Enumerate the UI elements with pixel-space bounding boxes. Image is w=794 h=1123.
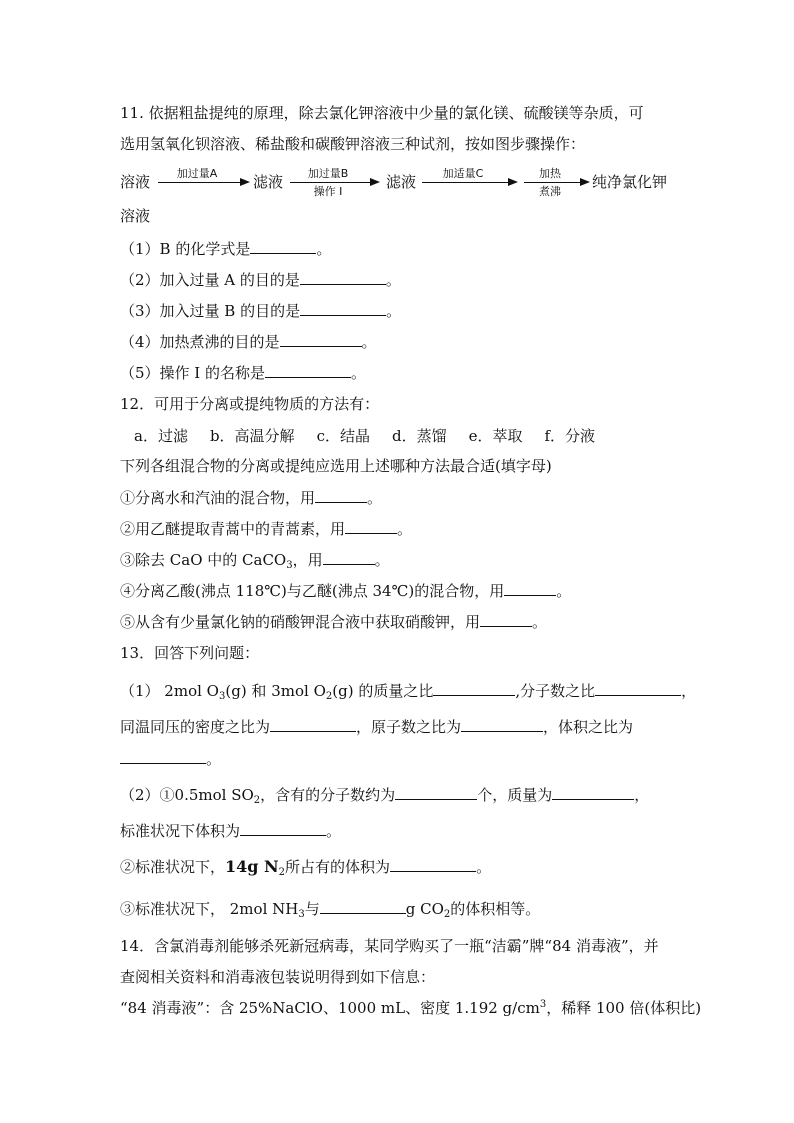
arrow-add-b-label: 加过量B xyxy=(307,167,349,180)
q11-sub4: （4）加热煮沸的目的是 。 xyxy=(120,333,377,351)
q13-part2-iii: ③标准状况下， 2mol $NH_3$与 g $CO_2$的体积相等。 xyxy=(120,900,541,920)
q12-instruction: 下列各组混合物的分离或提纯应选用上述哪种方法最合适(填字母) xyxy=(120,457,552,475)
q14-line2: 查阅相关资料和消毒液包装说明得到如下信息： xyxy=(120,968,436,986)
answer-blank[interactable] xyxy=(345,518,397,534)
arrow-heat-boil xyxy=(524,168,590,202)
q11-sub2: （2）加入过量 A 的目的是 。 xyxy=(120,271,401,289)
option-b: b．高温分解 xyxy=(209,427,295,445)
q11-sub3: （3）加入过量 B 的目的是 。 xyxy=(120,302,402,320)
arrow-add-a xyxy=(158,168,250,198)
option-c: c．结晶 xyxy=(316,427,370,445)
arrow-add-c xyxy=(422,168,518,198)
option-a: a．过滤 xyxy=(134,427,188,445)
option-d: d．蒸馏 xyxy=(391,427,447,445)
answer-blank[interactable] xyxy=(265,362,351,378)
flow-word-solution-end: 溶液 xyxy=(120,207,151,225)
arrow-boil-label: 煮沸 xyxy=(539,185,561,198)
answer-blank[interactable] xyxy=(320,898,406,914)
arrow-add-b-sublabel: 操作 I xyxy=(313,185,343,198)
answer-blank[interactable] xyxy=(300,300,386,316)
arrow-add-b xyxy=(290,168,380,202)
q12-item2: ②用乙醚提取青蒿中的青蒿素，用 。 xyxy=(120,520,413,538)
arrow-head-icon xyxy=(370,178,380,186)
answer-blank[interactable] xyxy=(250,238,316,254)
arrow-add-a-label: 加过量A xyxy=(176,167,218,180)
q13-part1-cont: 同温同压的密度之比为 ，原子数之比为 ，体积之比为 xyxy=(120,718,634,736)
answer-blank[interactable] xyxy=(595,680,681,696)
q12-item5: ⑤从含有少量氯化钠的硝酸钾混合液中获取硝酸钾，用 。 xyxy=(120,613,548,631)
answer-blank[interactable] xyxy=(280,331,362,347)
q12-item4: ④分离乙酸(沸点 118℃)与乙醚(沸点 34℃)的混合物，用 。 xyxy=(120,582,572,600)
q12-title: 12．可用于分离或提纯物质的方法有： xyxy=(120,395,380,413)
answer-blank[interactable] xyxy=(395,784,477,800)
flow-word-filtrate-1: 滤液 xyxy=(253,173,284,191)
q12-options xyxy=(134,425,617,446)
flow-word-pure-kcl: 纯净氯化钾 xyxy=(592,173,668,191)
q11-sub1: （1）B 的化学式是 。 xyxy=(120,240,332,258)
answer-blank[interactable] xyxy=(315,487,367,503)
answer-blank[interactable] xyxy=(552,784,634,800)
arrow-head-icon xyxy=(508,178,518,186)
q13-part2-cont: 标准状况下体积为 。 xyxy=(120,822,342,840)
q13-part2: （2）①0.5mol $SO_2$，含有的分子数约为 个，质量为 ， xyxy=(120,786,650,806)
answer-blank[interactable] xyxy=(300,269,386,285)
answer-blank[interactable] xyxy=(323,549,375,565)
answer-blank[interactable] xyxy=(390,856,476,872)
answer-blank[interactable] xyxy=(270,716,356,732)
q11-sub5: （5）操作 I 的名称是 。 xyxy=(120,364,367,382)
answer-blank[interactable] xyxy=(240,820,326,836)
q14-line3: “84 消毒液”：含 25%NaClO、1000 mL、密度 1.192 $g/cm^3$，稀释 100 倍(体积比) xyxy=(120,999,702,1017)
q13-part2-ii: ②标准状况下，14g $N_2$所占有的体积为 。 xyxy=(120,857,492,878)
arrow-add-c-label: 加适量C xyxy=(442,167,484,180)
arrow-heat-label: 加热 xyxy=(539,167,561,180)
q12-item1: ①分离水和汽油的混合物，用 。 xyxy=(120,489,383,507)
answer-blank[interactable] xyxy=(433,680,515,696)
arrow-head-icon xyxy=(580,178,590,186)
arrow-head-icon xyxy=(240,178,250,186)
q11-line2: 选用氢氧化钡溶液、稀盐酸和碳酸钾溶液三种试剂，按如图步骤操作： xyxy=(120,135,586,153)
flow-word-filtrate-2: 滤液 xyxy=(386,173,417,191)
q13-part1-end: 。 xyxy=(120,748,221,769)
answer-blank[interactable] xyxy=(461,716,543,732)
q12-item3: ③除去 CaO 中的 CaCO$_3$，用 。 xyxy=(120,551,390,571)
option-f: f．分液 xyxy=(544,427,596,445)
answer-blank[interactable] xyxy=(504,580,556,596)
flow-word-solution: 溶液 xyxy=(120,173,151,191)
q11-line1: 11. 依据粗盐提纯的原理，除去氯化钾溶液中少量的氯化镁、硫酸镁等杂质，可 xyxy=(120,104,644,122)
q13-title: 13．回答下列问题： xyxy=(120,644,260,662)
option-e: e．萃取 xyxy=(468,427,523,445)
q13-part1: （1） 2mol $O_3(g)$ 和 3mol $O_2(g)$ 的质量之比 ,分子数之比 ， xyxy=(120,682,697,702)
answer-blank[interactable] xyxy=(480,611,532,627)
q14-line1: 14．含氯消毒剂能够杀死新冠病毒，某同学购买了一瓶“洁霸”牌“84 消毒液”，并 xyxy=(120,937,659,955)
answer-blank[interactable] xyxy=(120,748,206,764)
